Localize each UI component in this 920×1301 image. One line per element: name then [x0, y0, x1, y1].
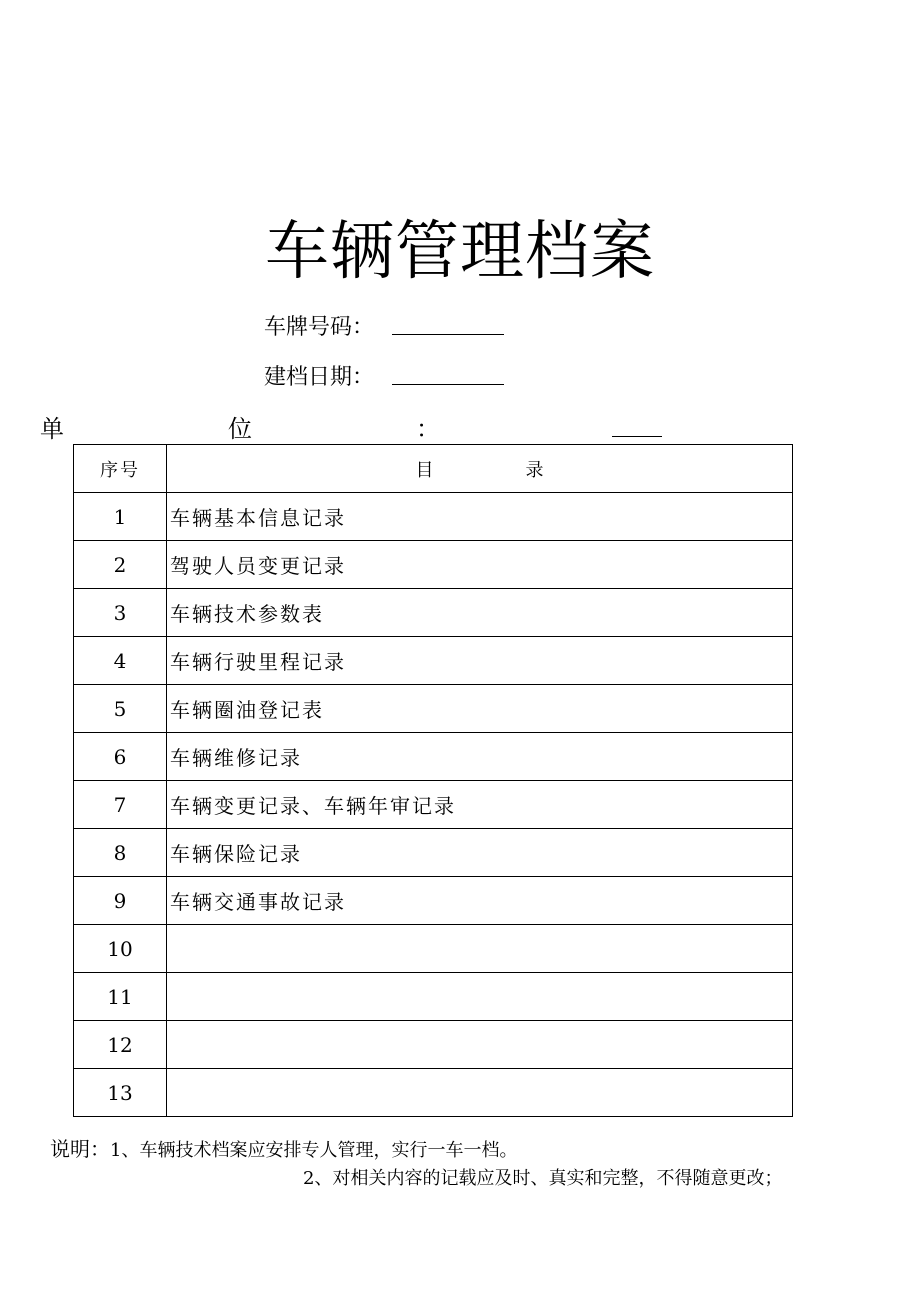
row-item-empty[interactable]: [167, 973, 793, 1021]
plate-number-label: 车牌号码：: [264, 315, 375, 340]
row-seq: 11: [74, 973, 167, 1021]
table-row: [74, 589, 793, 637]
unit-blank[interactable]: [612, 412, 662, 437]
row-seq: 10: [74, 925, 167, 973]
table-row: [74, 637, 793, 685]
note-line-2: 2、对相关内容的记载应及时、真实和完整，不得随意更改；: [303, 1168, 783, 1189]
table-row: [74, 973, 793, 1021]
header-title-char2: 录: [525, 459, 544, 481]
table-row: [74, 781, 793, 829]
table-header-row: [74, 445, 793, 493]
row-seq: 1: [74, 493, 167, 541]
row-seq: 12: [74, 1021, 167, 1069]
row-seq: 4: [74, 637, 167, 685]
row-item: 驾驶人员变更记录: [167, 541, 793, 589]
row-item-empty[interactable]: [167, 1021, 793, 1069]
filing-date-label: 建档日期：: [264, 365, 375, 390]
table-row: [74, 541, 793, 589]
plate-number-field: [264, 312, 504, 344]
header-title: [167, 445, 793, 493]
row-item-empty[interactable]: [167, 1069, 793, 1117]
row-seq: 8: [74, 829, 167, 877]
table-row: [74, 493, 793, 541]
row-seq: 6: [74, 733, 167, 781]
table-row: [74, 733, 793, 781]
row-item: 车辆技术参数表: [167, 589, 793, 637]
unit-label-char1: 单: [40, 415, 64, 443]
table-row: [74, 1021, 793, 1069]
note-line-1: [50, 1136, 517, 1164]
header-seq: 序号: [74, 445, 167, 493]
row-seq: 9: [74, 877, 167, 925]
plate-number-blank[interactable]: [392, 312, 504, 335]
filing-date-blank[interactable]: [392, 362, 504, 385]
header-title-char1: 目: [415, 459, 434, 481]
filing-date-field: [264, 362, 504, 394]
unit-field: [40, 412, 680, 446]
row-item: 车辆变更记录、车辆年审记录: [167, 781, 793, 829]
row-item: 车辆保险记录: [167, 829, 793, 877]
row-item: 车辆圈油登记表: [167, 685, 793, 733]
row-item: 车辆维修记录: [167, 733, 793, 781]
row-seq: 7: [74, 781, 167, 829]
table-row: [74, 829, 793, 877]
table-row: [74, 1069, 793, 1117]
note-text-1: 1、车辆技术档案应安排专人管理，实行一车一档。: [110, 1140, 518, 1161]
row-seq: 5: [74, 685, 167, 733]
row-seq: 2: [74, 541, 167, 589]
row-item: 车辆基本信息记录: [167, 493, 793, 541]
row-item: 车辆行驶里程记录: [167, 637, 793, 685]
row-seq: 13: [74, 1069, 167, 1117]
table-row: [74, 925, 793, 973]
document-title: 车辆管理档案: [265, 215, 655, 289]
table-row: [74, 685, 793, 733]
catalog-table: [73, 444, 793, 1117]
note-label: 说明：: [50, 1137, 110, 1161]
unit-label-char2: 位: [228, 415, 252, 443]
row-seq: 3: [74, 589, 167, 637]
row-item-empty[interactable]: [167, 925, 793, 973]
unit-label-colon: ：: [416, 415, 440, 443]
row-item: 车辆交通事故记录: [167, 877, 793, 925]
table-row: [74, 877, 793, 925]
